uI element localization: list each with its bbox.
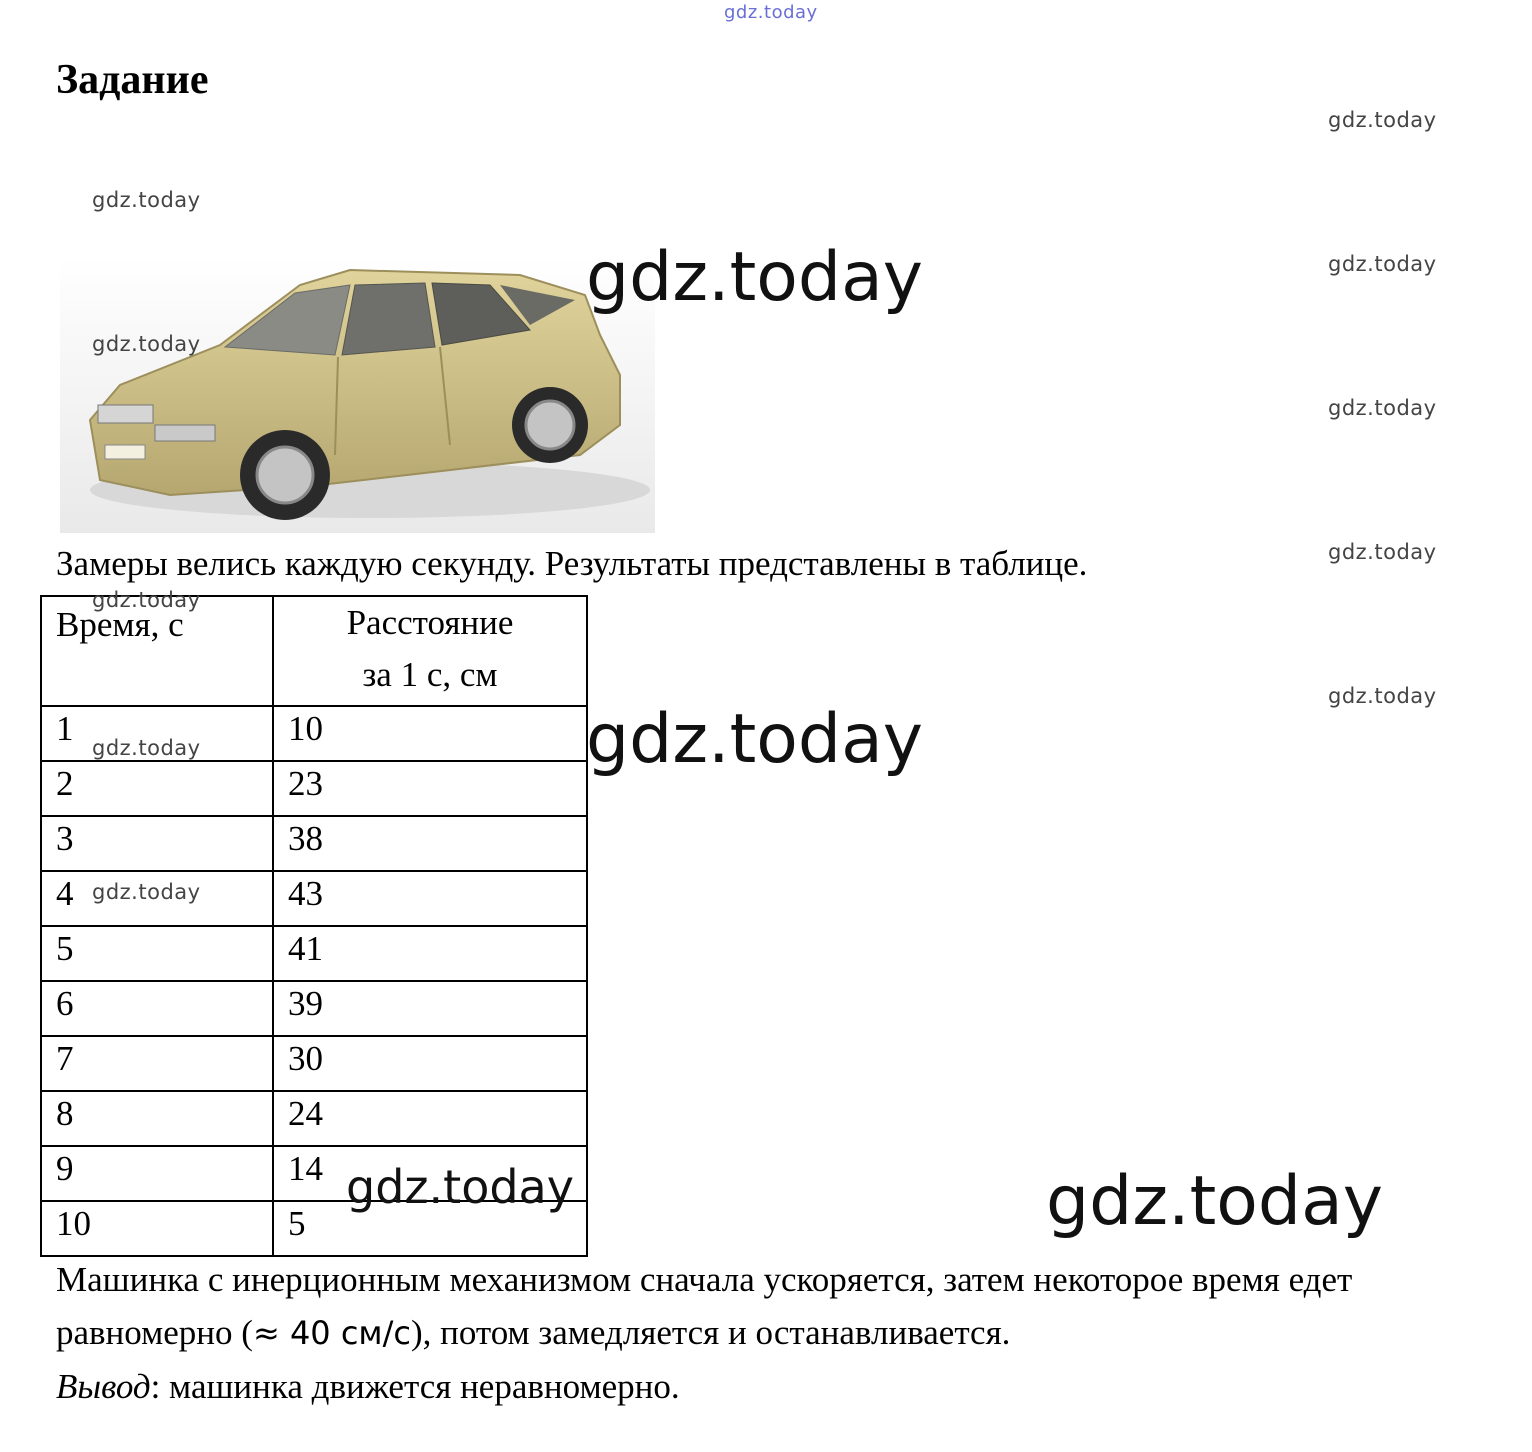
watermark-large: gdz.today <box>1046 1162 1383 1241</box>
time-cell: 9 <box>56 1149 74 1188</box>
watermark-large: gdz.today <box>586 700 923 779</box>
table-row <box>41 981 587 1036</box>
time-cell: 10 <box>56 1204 91 1243</box>
time-cell: 6 <box>56 984 74 1023</box>
time-cell: 3 <box>56 819 74 858</box>
time-cell: 2 <box>56 764 74 803</box>
distance-cell: 24 <box>288 1094 323 1133</box>
distance-cell: 43 <box>288 874 323 913</box>
watermark: gdz.today <box>1328 252 1437 276</box>
header-distance: Расстояние за 1 с, см <box>273 596 587 706</box>
table-row <box>41 816 587 871</box>
time-cell: 8 <box>56 1094 74 1133</box>
header-time: Время, с <box>41 596 273 706</box>
watermark-large: gdz.today <box>346 1160 574 1214</box>
table-row <box>41 1036 587 1091</box>
explanation-line-2: равномерно (≈ 40 см/с), потом замедляется и останавливается. <box>56 1313 1011 1352</box>
distance-cell: 14 <box>288 1149 323 1188</box>
distance-cell: 38 <box>288 819 323 858</box>
distance-cell: 30 <box>288 1039 323 1078</box>
watermark: gdz.today <box>92 880 201 904</box>
distance-cell: 23 <box>288 764 323 803</box>
time-cell: 5 <box>56 929 74 968</box>
watermark: gdz.today <box>1328 540 1437 564</box>
intro-text: Замеры велись каждую секунду. Результаты представлены в таблице. <box>56 544 1088 583</box>
conclusion-text: : машинка движется неравномерно. <box>150 1367 680 1406</box>
table-row <box>41 761 587 816</box>
conclusion <box>56 1367 680 1407</box>
watermark-large: gdz.today <box>586 238 923 317</box>
measurements-table <box>40 595 588 1257</box>
watermark: gdz.today <box>92 588 201 612</box>
table-header-row <box>41 596 587 706</box>
watermark-top: gdz.today <box>724 2 818 23</box>
conclusion-label: Вывод <box>56 1367 151 1406</box>
watermark: gdz.today <box>92 332 201 356</box>
watermark: gdz.today <box>1328 396 1437 420</box>
watermark: gdz.today <box>1328 108 1437 132</box>
watermark: gdz.today <box>92 736 201 760</box>
distance-cell: 5 <box>288 1204 306 1243</box>
time-cell: 7 <box>56 1039 74 1078</box>
time-cell: 1 <box>56 709 74 748</box>
explanation-line-1: Машинка с инерционным механизмом сначала ускоряется, затем некоторое время едет <box>56 1260 1353 1299</box>
car-image <box>60 255 655 533</box>
watermark: gdz.today <box>1328 684 1437 708</box>
time-cell: 4 <box>56 874 74 913</box>
approx-speed: ≈ 40 см/с <box>252 1314 411 1352</box>
page-title: Задание <box>56 57 209 103</box>
distance-cell: 41 <box>288 929 323 968</box>
distance-cell: 39 <box>288 984 323 1023</box>
distance-cell: 10 <box>288 709 323 748</box>
table-row <box>41 926 587 981</box>
watermark: gdz.today <box>92 188 201 212</box>
table-row <box>41 1091 587 1146</box>
